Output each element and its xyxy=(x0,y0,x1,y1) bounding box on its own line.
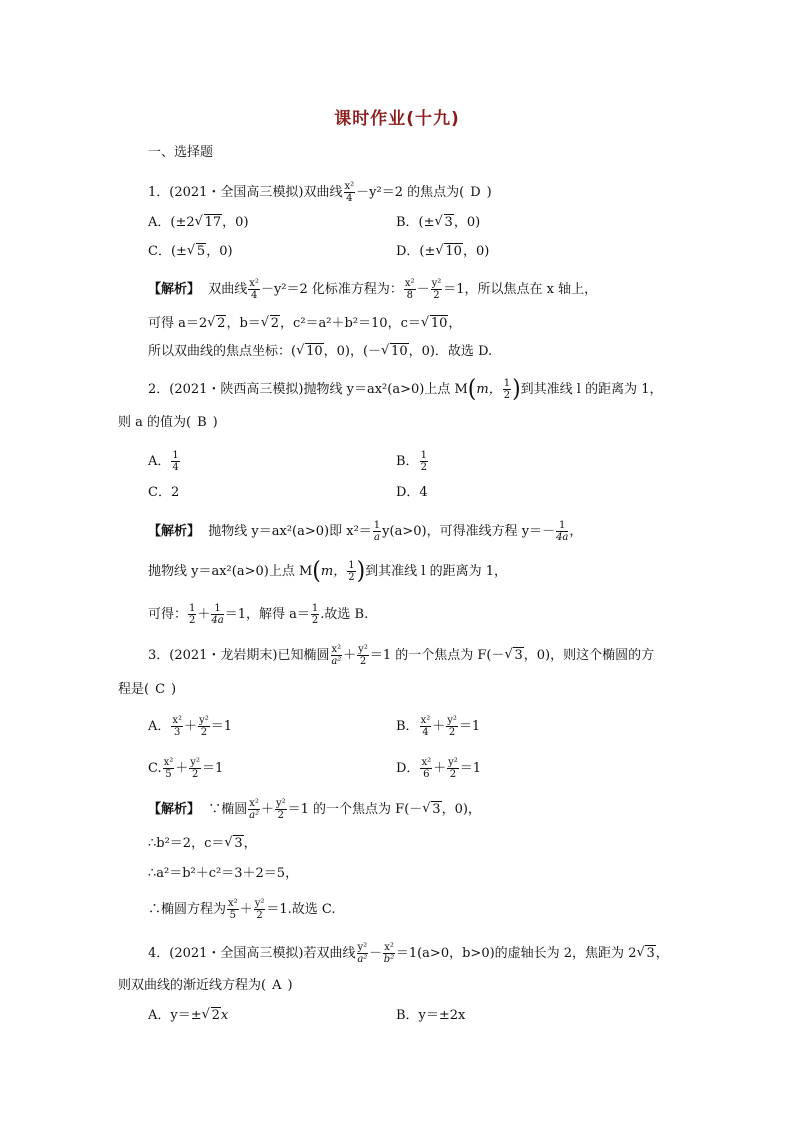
q3-option-b: B． $\frac{\text{x²}}{4}$ ＋ $\frac{\text{y²}}{2}$ ＝1 xyxy=(396,715,481,738)
q2-stem-line2: 则 a 的值为( B ) xyxy=(118,415,218,430)
q4-stem-line2: 则双曲线的渐近线方程为( A ) xyxy=(118,978,293,993)
q4-stem: 4．(2021・全国高三模拟)若双曲线 $\frac{\text{y²}}{\text{a²}}-$ $\frac{\text{x²}}{\text{b²}}=1(a>0$，b>0)的虚轴长为 2，焦距为 2√ 3， xyxy=(148,942,669,965)
solution-label: 【解析】 xyxy=(148,802,201,817)
q1-option-d: D．(±√ 10，0) xyxy=(396,242,489,262)
page-title: 课时作业(十九) xyxy=(334,109,460,129)
q3-solution-line1: 【解析】 ∵椭圆 $\frac{\text{x²}}{\text{a²}}+$ $\frac{\text{y²}}{2}$ ＝1 的一个焦点为 F(－√ 3，0)， xyxy=(148,798,481,821)
q2-option-c: C．2 xyxy=(148,485,180,500)
q3-option-d: D． $\frac{\text{x²}}{6}$ ＋ $\frac{\text{y²}}{2}$ ＝1 xyxy=(396,757,482,780)
solution-label: 【解析】 xyxy=(148,282,201,297)
q3-stem: 3．(2021・龙岩期末)已知椭圆 $\frac{\text{x²}}{\text{a²}}+$ $\frac{\text{y²}}{2}$ ＝1 的一个焦点为 F(－√ 3，0)，则这个椭圆的方 xyxy=(148,644,654,667)
q2-answer: B xyxy=(197,415,207,430)
q4-option-b: B．y＝±2x xyxy=(396,1008,466,1023)
q1-solution-line3: 所以双曲线的焦点坐标：(√ 10，0)，(－√ 10，0)．故选 D. xyxy=(148,342,492,362)
q3-stem-line2: 程是( C ) xyxy=(118,682,177,697)
q2-option-a: A． $\frac{1}{4}$ xyxy=(148,450,179,473)
q1-solution-line2: 可得 a＝2√ 2，b＝√ 2，c²＝a²＋b²＝10，c＝√ 10， xyxy=(148,314,461,334)
q1-option-c: C．(±√ 5，0) xyxy=(148,242,233,262)
q2-option-d: D．4 xyxy=(396,485,428,500)
q1-stem: 1．(2021・全国高三模拟)双曲线 $\frac{\text{x²}}{4}$ －y²＝2 的焦点为( D ) xyxy=(148,181,492,204)
q3-answer: C xyxy=(155,682,166,697)
q3-solution-line4: ∴椭圆方程为 $\frac{\text{x²}}{5}$ ＋ $\frac{\text{y²}}{2}$ ＝1.故选 C. xyxy=(148,898,336,921)
solution-label: 【解析】 xyxy=(148,524,201,539)
q4-option-a: A．y＝±√ 2x xyxy=(148,1006,228,1026)
q1-solution-line1: 【解析】 双曲线 $\frac{\text{x²}}{4}$ －y²＝2 化标准方程为： $\frac{\text{x²}}{8}$ － $\frac{\text{y²}}{2}$ ＝1，所以焦点在 x 轴上， xyxy=(148,278,598,301)
q1-answer: D xyxy=(470,185,481,200)
q4-answer: A xyxy=(272,978,282,993)
fraction: $\frac{\text{x²}}{4}$ xyxy=(344,181,355,204)
q1-option-a: A．(±2√ 17，0) xyxy=(148,213,249,233)
q2-stem: 2．(2021・陕西高三模拟)抛物线 y＝ax²(a>0)上点 M(m， $\frac{1}{2}$ )到其准线 l 的距离为 1， xyxy=(148,375,663,403)
q2-solution-line3: 可得： $\frac{1}{2}$ ＋ $\frac{1}{4a}=1$，解得 a＝ $\frac{1}{2}$ .故选 B. xyxy=(148,603,369,626)
q3-option-c: C. $\frac{\text{x²}}{5}$ ＋ $\frac{\text{y²}}{2}$ ＝1 xyxy=(148,757,224,780)
q3-option-a: A． $\frac{\text{x²}}{3}$ ＋ $\frac{\text{y²}}{2}$ ＝1 xyxy=(148,715,233,738)
q2-option-b: B． $\frac{1}{2}$ xyxy=(396,450,427,473)
q1-option-b: B．(±√ 3，0) xyxy=(396,213,480,233)
q2-solution-line2: 抛物线 y＝ax²(a>0)上点 M(m， $\frac{1}{2}$ )到其准线 l 的距离为 1， xyxy=(148,557,507,585)
q2-solution-line1: 【解析】 抛物线 y＝ax²(a>0)即 x²＝ $\frac{1}{a}y(a>0)$，可得准线方程 y＝－ $\frac{1}{4a}$， xyxy=(148,520,583,543)
q3-solution-line2: ∴b²＝2，c＝√ 3， xyxy=(148,834,257,854)
q3-solution-line3: ∴a²＝b²＋c²＝3＋2＝5， xyxy=(148,866,299,881)
section-heading: 一、选择题 xyxy=(148,145,214,160)
